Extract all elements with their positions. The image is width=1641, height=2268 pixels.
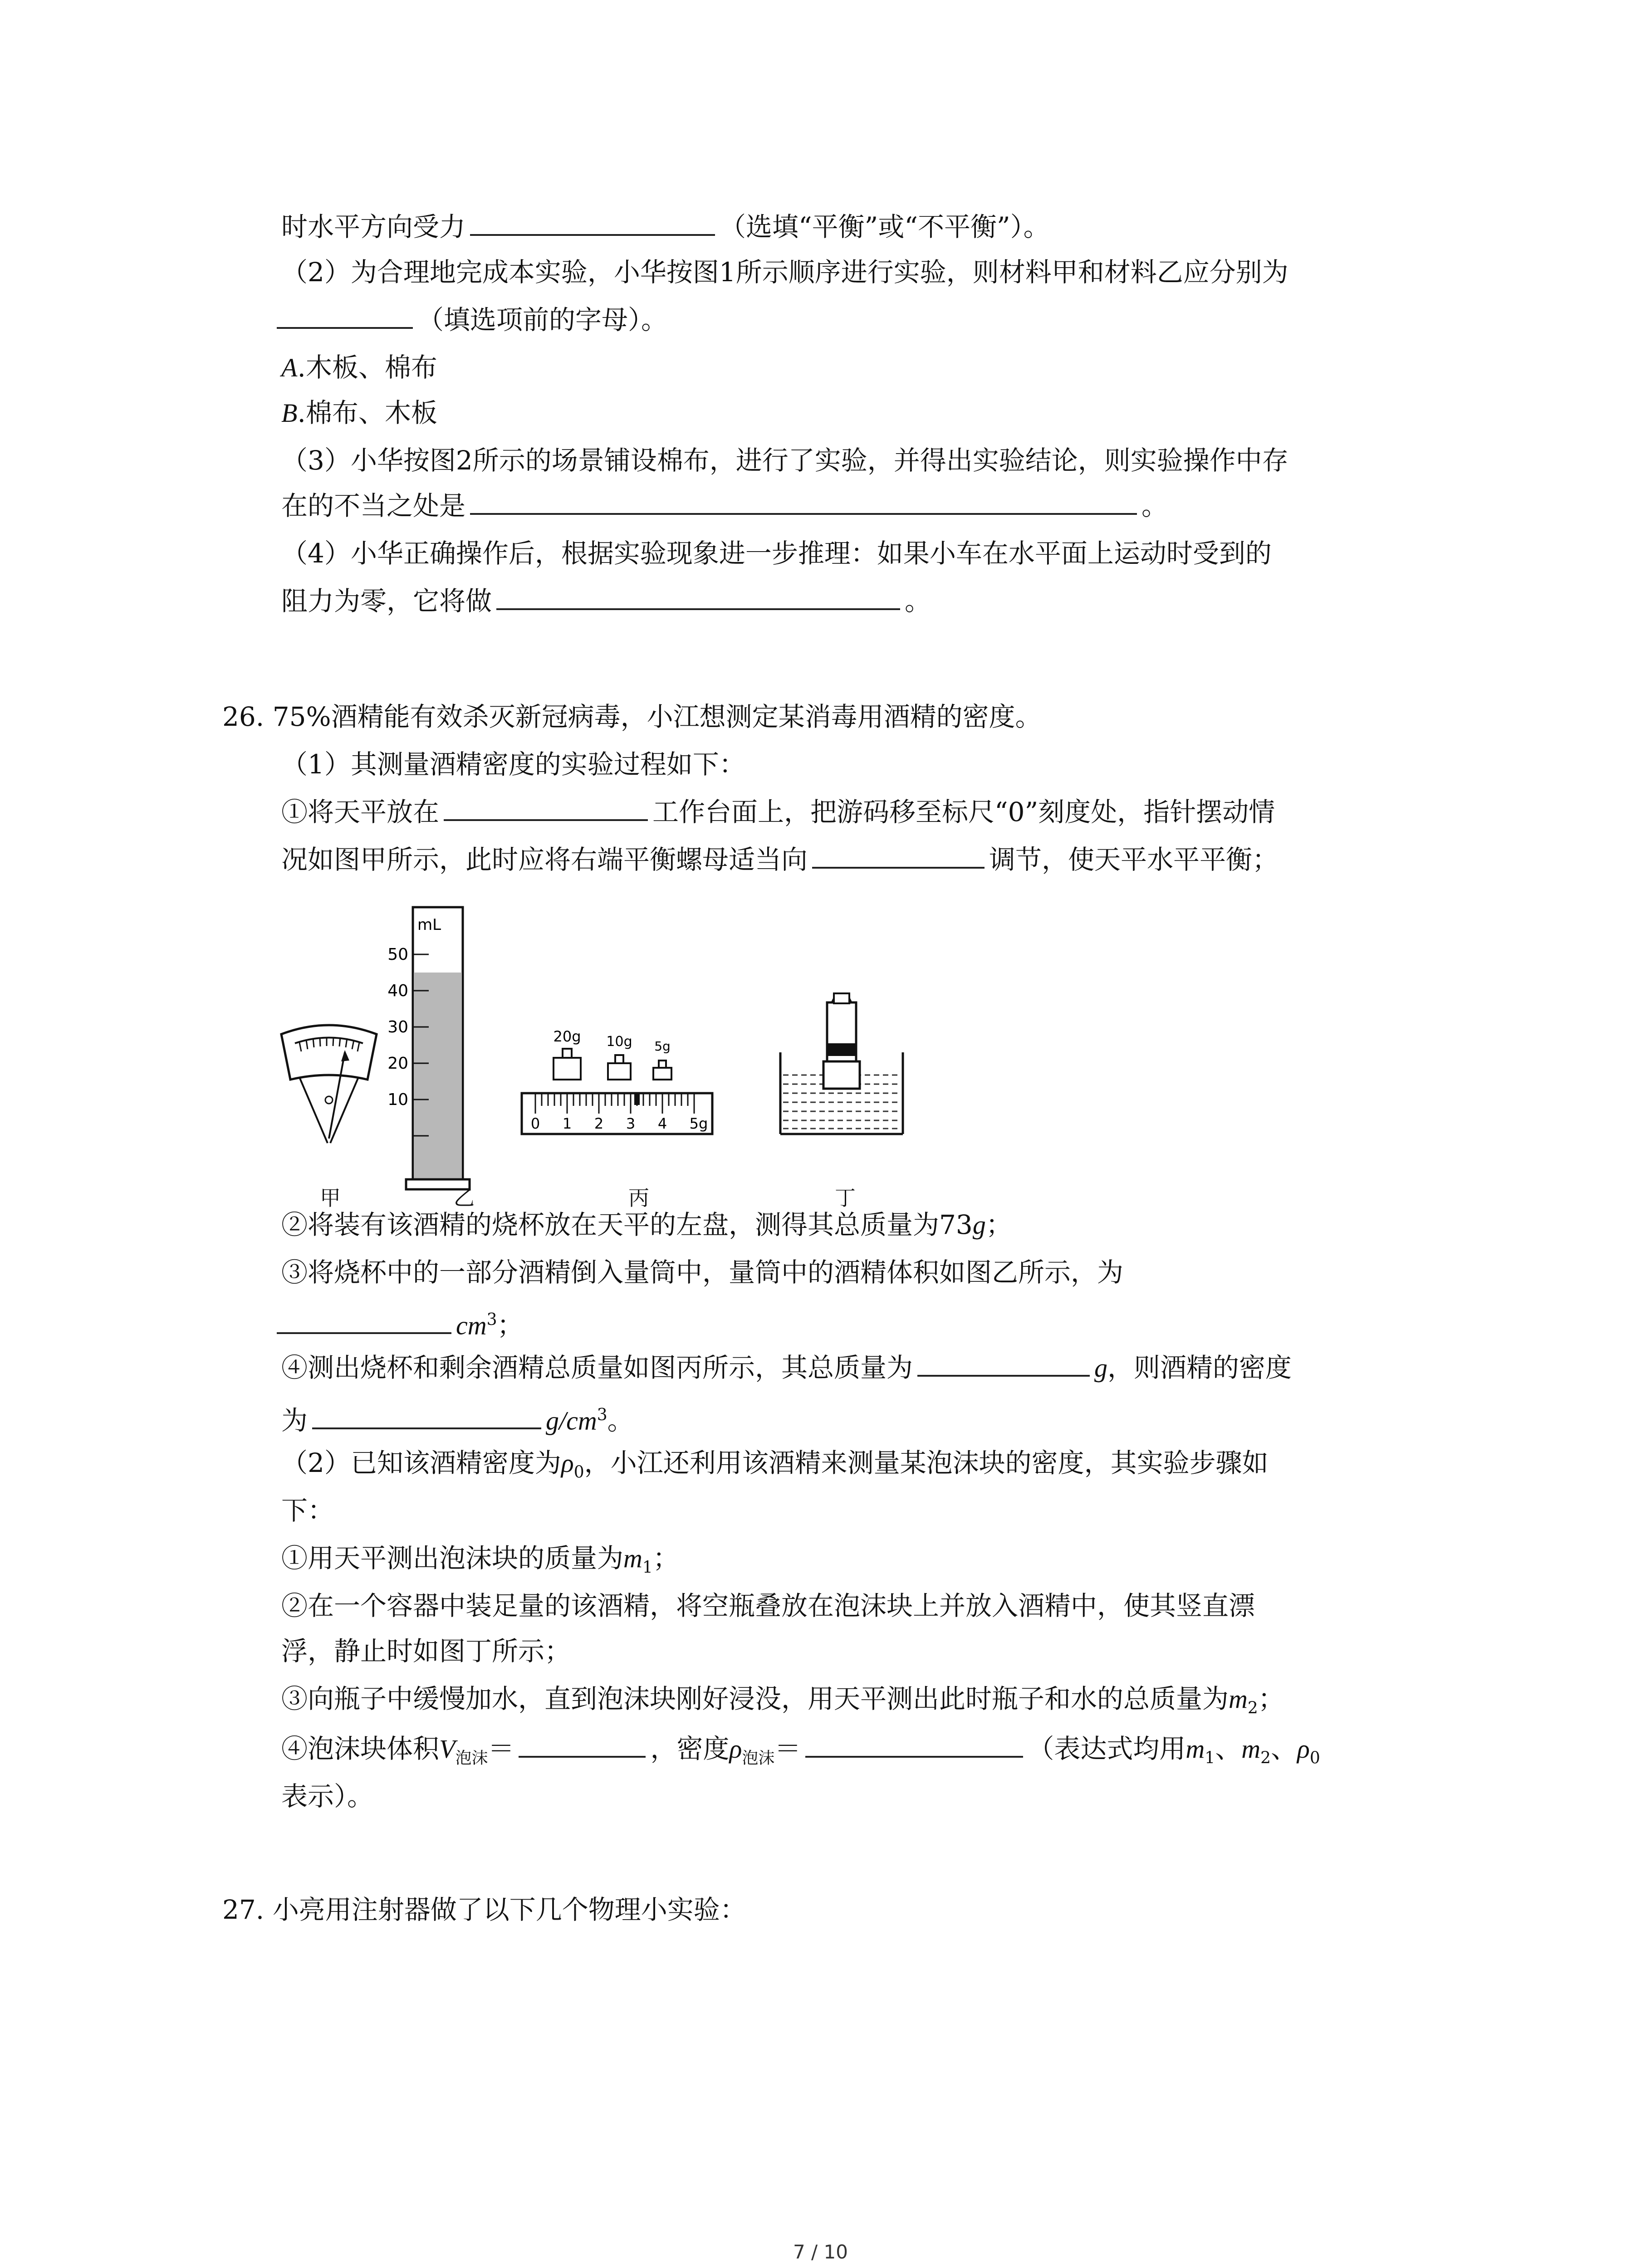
q25-text: （选填“平衡”或“不平衡”）。: [720, 211, 1050, 242]
figure-label-yi: 乙: [454, 1186, 475, 1210]
q25-line-6: [281, 535, 1272, 572]
q25-text: （2）为合理地完成本实验，小华按图1所示顺序进行实验，则材料甲和材料乙应分别为: [281, 257, 1288, 288]
experiment-figure: [272, 889, 1461, 1216]
answer-blank[interactable]: [470, 488, 1137, 515]
q26-substep-4: [281, 1730, 1320, 1777]
q26-text: ，密度: [650, 1733, 730, 1764]
answer-blank[interactable]: [812, 841, 985, 869]
q25-text: （4）小华正确操作后，根据实验现象进一步推理：如果小车在水平面上运动时受到的: [281, 538, 1272, 569]
q26-text: ③向瓶子中缓慢加水，直到泡沫块刚好浸没，用天平测出此时瓶子和水的总质量为: [281, 1683, 1229, 1714]
separator: 、: [1215, 1733, 1242, 1764]
q26-step-1: [281, 794, 1275, 830]
q26-text: ；: [497, 1310, 524, 1341]
weights-and-ruler: [522, 1028, 712, 1134]
separator: 、: [1271, 1733, 1298, 1764]
ruler-tick-label: 5g: [689, 1115, 708, 1132]
subscript: 2: [1247, 1699, 1258, 1718]
weight-label: 5g: [654, 1039, 671, 1054]
weight-label: 20g: [553, 1028, 581, 1045]
answer-blank[interactable]: [496, 583, 900, 610]
cylinder-tick-label: 20: [387, 1054, 408, 1073]
graduated-cylinder: [387, 907, 470, 1189]
ruler-rider: [634, 1093, 640, 1105]
ruler-tick-label: 0: [530, 1115, 540, 1132]
figure-label-jia: 甲: [320, 1186, 341, 1210]
q26-text: 。: [607, 1405, 634, 1436]
q25-text: （3）小华按图2所示的场景铺设棉布，进行了实验，并得出实验结论，则实验操作中存: [281, 445, 1288, 476]
q26-substep-3: [281, 1681, 1284, 1727]
q25-text: 。: [1141, 490, 1168, 521]
balance-pointer-diagram: [281, 1025, 377, 1143]
answer-blank[interactable]: [277, 1307, 451, 1334]
q26-substep-2-cont: [281, 1633, 571, 1669]
q26-substep-4-cont: [281, 1778, 373, 1814]
cylinder-unit-label: mL: [417, 916, 441, 934]
answer-blank[interactable]: [805, 1730, 1023, 1758]
cylinder-tick-label: 10: [387, 1090, 408, 1109]
q25-option-b: [281, 395, 437, 431]
q25-line-7: [281, 583, 931, 619]
q26-text: ④泡沫块体积: [281, 1733, 440, 1764]
symbol-v: V: [439, 1734, 456, 1764]
q26-step-1-cont: [281, 841, 1279, 878]
equals: ＝: [774, 1733, 801, 1764]
figure-label-bing: 丙: [628, 1186, 649, 1210]
cylinder-tick-label: 50: [387, 945, 408, 964]
cylinder-tick-label: 40: [387, 982, 408, 1000]
equals: ＝: [488, 1733, 514, 1764]
weight-5g: [653, 1061, 671, 1080]
subscript: 0: [573, 1463, 584, 1482]
q26-text: 工作台面上，把游码移至标尺“0”刻度处，指针摆动情: [652, 797, 1275, 827]
q25-line-5: [281, 488, 1168, 524]
question-text: 小亮用注射器做了以下几个物理小实验：: [272, 1894, 746, 1925]
q26-heading: [222, 699, 1042, 735]
exponent: 3: [597, 1406, 607, 1424]
cylinder-tick-label: 30: [387, 1018, 408, 1036]
q26-step-2: [281, 1207, 1012, 1243]
symbol-rho: ρ: [1297, 1734, 1310, 1764]
subscript: 泡沫: [455, 1749, 488, 1768]
q25-text: 阻力为零，它将做: [281, 586, 492, 616]
ruler: [522, 1093, 712, 1134]
symbol-m: m: [1185, 1734, 1205, 1764]
q25-text: （填选项前的字母）。: [417, 304, 668, 335]
answer-blank[interactable]: [444, 794, 648, 821]
q25-line-3: [277, 302, 667, 338]
floating-foam-container: [780, 993, 903, 1134]
weight-label: 10g: [606, 1034, 632, 1050]
q26-part-2-cont: [281, 1492, 334, 1529]
ruler-tick-label: 3: [626, 1115, 636, 1132]
q26-text: 况如图甲所示，此时应将右端平衡螺母适当向: [281, 844, 808, 875]
weight-20g: [554, 1049, 581, 1080]
question-text: 75%酒精能有效杀灭新冠病毒，小江想测定某消毒用酒精的密度。: [272, 701, 1042, 732]
q26-substep-2: [281, 1588, 1255, 1624]
symbol-m: m: [1229, 1684, 1248, 1714]
q26-text: 下：: [281, 1495, 334, 1526]
unit: cm: [456, 1310, 487, 1340]
q25-option-a: [281, 349, 437, 386]
ruler-tick-label: 4: [657, 1115, 667, 1132]
answer-blank[interactable]: [470, 209, 715, 236]
page-number: 7 / 10: [793, 2241, 848, 2263]
q26-step-4-cont: [281, 1397, 634, 1439]
answer-blank[interactable]: [519, 1730, 646, 1758]
q25-line-1: [281, 209, 1050, 245]
option-letter: A: [281, 353, 298, 382]
q26-text: 表示）。: [281, 1781, 374, 1812]
q25-line-4: [281, 442, 1288, 479]
option-text: .木板、棉布: [297, 352, 437, 383]
option-letter: B: [281, 398, 298, 428]
weight-10g: [608, 1055, 631, 1080]
q26-substep-1: [281, 1540, 679, 1586]
foam-block: [823, 1061, 860, 1089]
ruler-tick-label: 1: [562, 1115, 572, 1132]
q26-step-4: [281, 1349, 1292, 1386]
subscript: 泡沫: [742, 1749, 775, 1768]
subscript: 1: [1205, 1749, 1215, 1768]
unit: g: [972, 1210, 986, 1240]
exponent: 3: [486, 1310, 497, 1329]
q26-part-1: [281, 746, 745, 782]
q25-line-2: [281, 254, 1288, 290]
q26-text: （2）已知该酒精密度为: [281, 1447, 561, 1478]
q26-text: ；: [985, 1209, 1012, 1240]
symbol-m: m: [623, 1544, 642, 1573]
subscript: 2: [1260, 1749, 1271, 1768]
symbol-m: m: [1241, 1734, 1261, 1764]
answer-blank[interactable]: [917, 1349, 1090, 1377]
q26-text: ①将天平放在: [281, 797, 440, 827]
unit: g: [1094, 1353, 1108, 1383]
q25-text: 在的不当之处是: [281, 490, 466, 521]
q26-text: ①用天平测出泡沫块的质量为: [281, 1543, 624, 1574]
q26-text: ③将烧杯中的一部分酒精倒入量筒中，量筒中的酒精体积如图乙所示，为: [281, 1257, 1124, 1288]
option-text: .棉布、木板: [297, 397, 437, 428]
q26-text: （表达式均用: [1028, 1733, 1186, 1764]
figure-label-ding: 丁: [835, 1186, 856, 1210]
symbol-rho: ρ: [729, 1734, 742, 1764]
subscript: 0: [1309, 1749, 1320, 1768]
q26-text: 调节，使天平水平平衡；: [989, 844, 1279, 875]
symbol-rho: ρ: [561, 1448, 574, 1478]
answer-blank[interactable]: [277, 302, 413, 329]
q26-text: ，小江还利用该酒精来测量某泡沫块的密度，其实验步骤如: [584, 1447, 1269, 1478]
question-number: 26.: [222, 701, 265, 732]
q26-text: ②将装有该酒精的烧杯放在天平的左盘，测得其总质量为73: [281, 1209, 973, 1240]
q26-text: ②在一个容器中装足量的该酒精，将空瓶叠放在泡沫块上并放入酒精中，使其竖直漂: [281, 1590, 1255, 1621]
q26-text: （1）其测量酒精密度的实验过程如下：: [281, 749, 745, 780]
q26-step-3-cont: [277, 1302, 524, 1344]
q26-text: ；: [1258, 1683, 1284, 1714]
q26-text: 为: [281, 1405, 308, 1436]
q26-text: ④测出烧杯和剩余酒精总质量如图丙所示，其总质量为: [281, 1352, 913, 1383]
subscript: 1: [642, 1558, 653, 1577]
q26-text: 浮，静止时如图丁所示；: [281, 1636, 571, 1667]
q26-text: ，则酒精的密度: [1107, 1352, 1292, 1383]
unit: g/cm: [546, 1406, 597, 1436]
question-number: 27.: [222, 1894, 265, 1925]
q25-text: 。: [905, 586, 931, 616]
q26-text: ；: [652, 1543, 679, 1574]
ruler-tick-label: 2: [594, 1115, 604, 1132]
q25-text: 时水平方向受力: [281, 211, 466, 242]
q26-step-3: [281, 1254, 1123, 1290]
q27-heading: [222, 1892, 746, 1928]
q26-part-2: [281, 1445, 1269, 1491]
alcohol-level: [414, 973, 462, 1178]
answer-blank[interactable]: [312, 1402, 541, 1429]
